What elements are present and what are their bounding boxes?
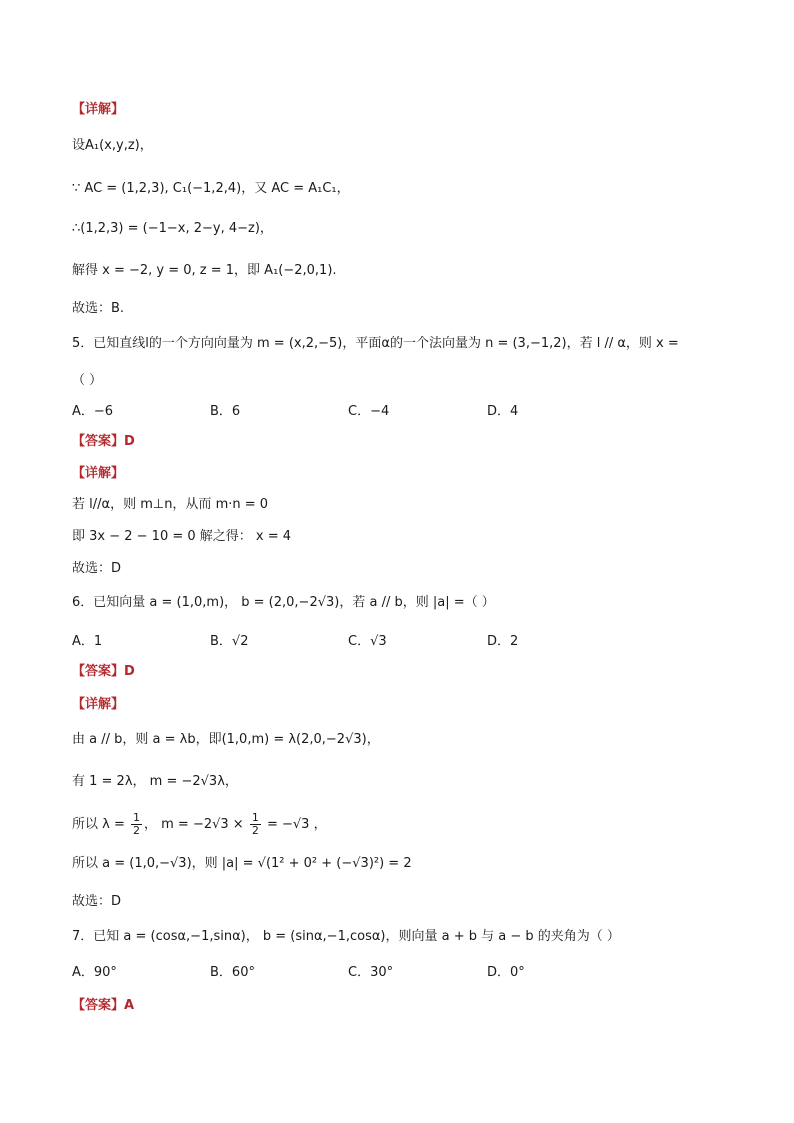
q4-choice: 故选：B.	[72, 301, 125, 316]
answer-prefix: 【答案】	[72, 434, 125, 449]
q5-answer-tag	[72, 433, 135, 451]
q7-option-d: D．0°	[487, 965, 525, 980]
q6-d3-part-a: 所以 λ =	[72, 817, 129, 832]
q7-answer-tag	[72, 997, 134, 1015]
q5-stem: 5．已知直线l的一个方向向量为 m = (x,2,−5)，平面α的一个法向量为 n = (3,−1,2)，若 l // α，则 x =	[72, 336, 679, 351]
q4-detail-line-4: 解得 x = −2, y = 0, z = 1，即 A₁(−2,0,1).	[72, 263, 337, 278]
q6-detail-line-4: 所以 a = (1,0,−√3)，则 |a| = √(1² + 0² + (−√3)²) = 2	[72, 856, 412, 871]
q4-detail-line-2: ∵ AC = (1,2,3), C₁(−1,2,4)，又 AC = A₁C₁，	[72, 181, 350, 196]
q6-detail-line-1: 由 a // b，则 a = λb，即(1,0,m) = λ(2,0,−2√3)，	[72, 732, 380, 747]
q4-detail-line-1: 设A₁(x,y,z)，	[72, 138, 153, 153]
q6-detail-line-3	[72, 812, 327, 838]
q6-d3-part-c: = −√3 ，	[262, 817, 327, 832]
q7-option-c: C．30°	[348, 965, 394, 980]
q5-choice: 故选：D	[72, 561, 122, 576]
fraction-numerator: 1	[251, 811, 259, 824]
q7-option-b: B．60°	[210, 965, 255, 980]
q6-option-a: A．1	[72, 634, 103, 649]
q6-choice: 故选：D	[72, 894, 122, 909]
detail-tag-q5: 【详解】	[72, 466, 125, 481]
q7-answer-value: A	[124, 998, 135, 1013]
fraction-one-half	[250, 812, 261, 837]
q7-stem: 7．已知 a = (cosα,−1,sinα)， b = (sinα,−1,cosα)，则向量 a + b 与 a − b 的夹角为（ ）	[72, 929, 620, 944]
fraction-one-half	[131, 812, 142, 837]
q6-detail-line-2: 有 1 = 2λ， m = −2√3λ，	[72, 774, 238, 789]
q6-answer-tag	[72, 663, 135, 681]
answer-prefix: 【答案】	[72, 998, 125, 1013]
q5-answer-value: D	[124, 434, 135, 449]
q6-option-b: B．√2	[210, 634, 249, 649]
q4-detail-line-3: ∴(1,2,3) = (−1−x, 2−y, 4−z)，	[72, 221, 273, 236]
q6-stem: 6．已知向量 a = (1,0,m)， b = (2,0,−2√3)，若 a // b，则 |a| =（ ）	[72, 595, 495, 610]
q7-option-a: A．90°	[72, 965, 117, 980]
answer-prefix: 【答案】	[72, 664, 125, 679]
detail-tag-q4: 【详解】	[72, 102, 125, 117]
q5-detail-line-1: 若 l//α，则 m⊥n，从而 m·n = 0	[72, 497, 269, 512]
q5-option-a: A．−6	[72, 404, 114, 419]
fraction-denominator: 2	[251, 824, 259, 837]
q6-answer-value: D	[124, 664, 135, 679]
detail-tag-q6: 【详解】	[72, 697, 125, 712]
q5-option-d: D．4	[487, 404, 519, 419]
q6-option-c: C．√3	[348, 634, 387, 649]
fraction-denominator: 2	[132, 824, 140, 837]
q5-paren: （ ）	[72, 373, 103, 388]
q5-option-c: C．−4	[348, 404, 390, 419]
fraction-numerator: 1	[132, 811, 140, 824]
q6-option-d: D．2	[487, 634, 519, 649]
q6-d3-part-b: ， m = −2√3 ×	[143, 817, 248, 832]
q5-option-b: B．6	[210, 404, 241, 419]
q5-detail-line-2: 即 3x − 2 − 10 = 0 解之得： x = 4	[72, 529, 292, 544]
